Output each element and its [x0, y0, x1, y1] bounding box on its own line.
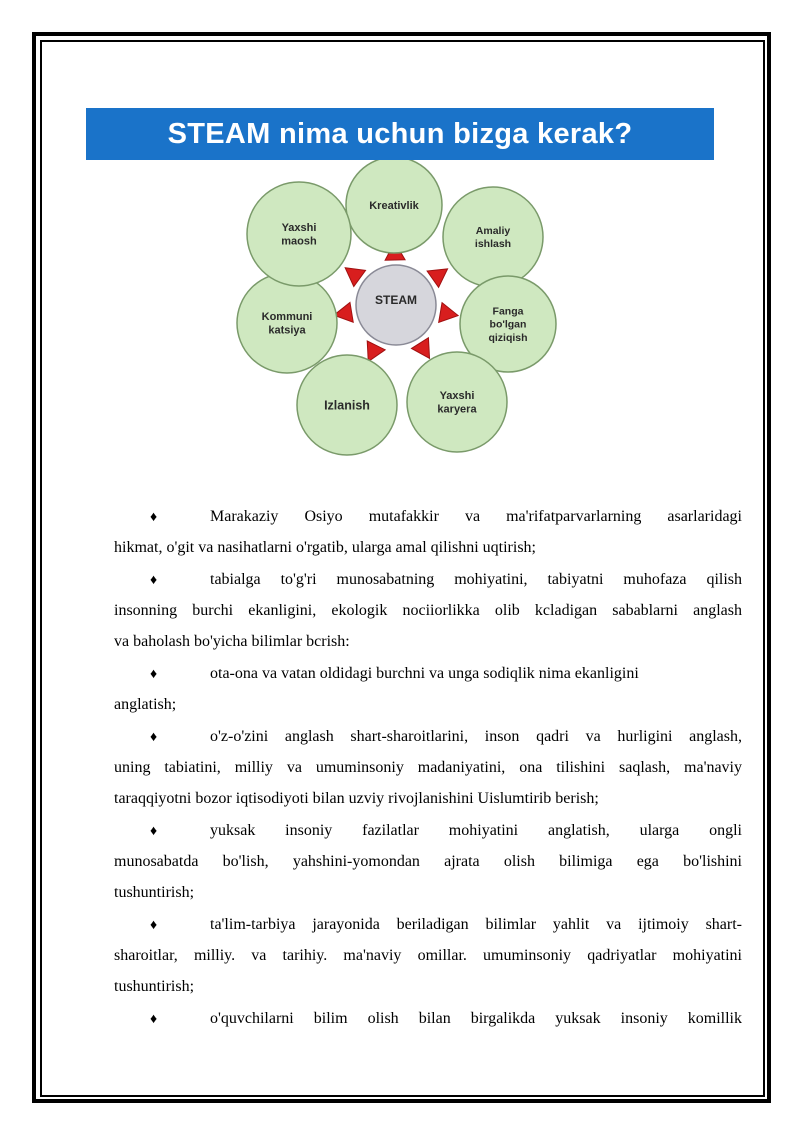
diagram-node [237, 273, 337, 373]
node-label: Izlanish [324, 398, 370, 413]
bullet-first-line: yuksak insoniy fazilatlar mohiyatini anglatish, ularga ongli [210, 822, 742, 839]
bullet-icon: ♦ [150, 667, 158, 682]
diagram-node [407, 352, 507, 452]
node-label: Kommuni [261, 310, 313, 323]
bullet-first-line: tabialga to'g'ri munosabatning mohiyatini, tabiyatni muhofaza qilish [210, 571, 742, 588]
bullet-icon: ♦ [150, 1012, 158, 1027]
node-label: Yaxshi [439, 389, 475, 402]
diagram-node [443, 187, 543, 287]
node-label: katsiya [268, 324, 306, 337]
bullet-continuation-line: munosabatda bo'lish, yahshini-yomondan ajrata olish bilimiga ega bo'lishini [114, 853, 742, 870]
node-label: ishlash [474, 238, 512, 251]
bullet-continuation-line: tushuntirish; [114, 978, 195, 995]
bullet-first-line: ta'lim-tarbiya jarayonida beriladigan bilimlar yahlit va ijtimoiy shart- [210, 916, 742, 933]
node-label: Amaliy [475, 225, 511, 238]
node-label: maosh [281, 235, 317, 248]
diagram-center [356, 265, 436, 345]
center-label: STEAM [375, 293, 417, 307]
bullet-icon: ♦ [150, 573, 158, 588]
bullet-icon: ♦ [150, 730, 158, 745]
bullet-continuation-line: tushuntirish; [114, 884, 195, 901]
node-circle [247, 182, 351, 286]
node-circle [237, 273, 337, 373]
bullet-continuation-line: taraqqiyotni bozor iqtisodiyoti bilan uzviy rivojlanishini Uislumtirib berish; [114, 790, 599, 807]
node-label: bo'lgan [489, 318, 527, 331]
diagram-node [247, 182, 351, 286]
node-label: Yaxshi [281, 221, 317, 234]
bullet-continuation-line: insonning burchi ekanligini, ekologik nociiorlikka olib kcladigan sabablarni anglash [114, 602, 742, 619]
steam-diagram [230, 160, 570, 460]
bullet-continuation-line: anglatish; [114, 696, 177, 713]
node-label: qiziqish [488, 331, 528, 344]
bullet-continuation-line: sharoitlar, milliy. va tarihiy. ma'naviy omillar. umuminsoniy qadriyatlar mohiyatini [114, 947, 742, 964]
bullet-first-line: ota-ona va vatan oldidagi burchni va unga sodiqlik nima ekanligini [210, 665, 639, 682]
bullet-first-line: o'z-o'zini anglash shart-sharoitlarini, inson qadri va hurligini anglash, [210, 728, 742, 745]
node-label: Fanga [492, 305, 524, 318]
node-circle [407, 352, 507, 452]
steam-diagram-svg [230, 160, 570, 460]
arrow-icon [439, 303, 458, 323]
arrow-icon [367, 341, 385, 362]
bullet-icon: ♦ [150, 824, 158, 839]
bullet-first-line: o'quvchilarni bilim olish bilan birgalikda yuksak insoniy komillik [210, 1010, 742, 1027]
title-banner: STEAM nima uchun bizga kerak? [86, 108, 714, 160]
bullet-continuation-line: hikmat, o'git va nasihatlarni o'rgatib, ularga amal qilishni uqtirish; [114, 539, 536, 556]
bullet-continuation-line: va baholash bo'yicha bilimlar bcrish: [114, 633, 350, 650]
diagram-node [297, 355, 397, 455]
node-label: karyera [437, 403, 477, 416]
bullet-continuation-line: uning tabiatini, milliy va umuminsoniy madaniyatini, ona tilishini saqlash, ma'naviy [114, 759, 742, 776]
diagram-node [346, 160, 442, 253]
node-label: Kreativlik [369, 199, 419, 212]
bullet-first-line: Marakaziy Osiyo mutafakkir va ma'rifatparvarlarning asarlaridagi [210, 508, 742, 525]
bullet-icon: ♦ [150, 510, 158, 525]
bullet-icon: ♦ [150, 918, 158, 933]
